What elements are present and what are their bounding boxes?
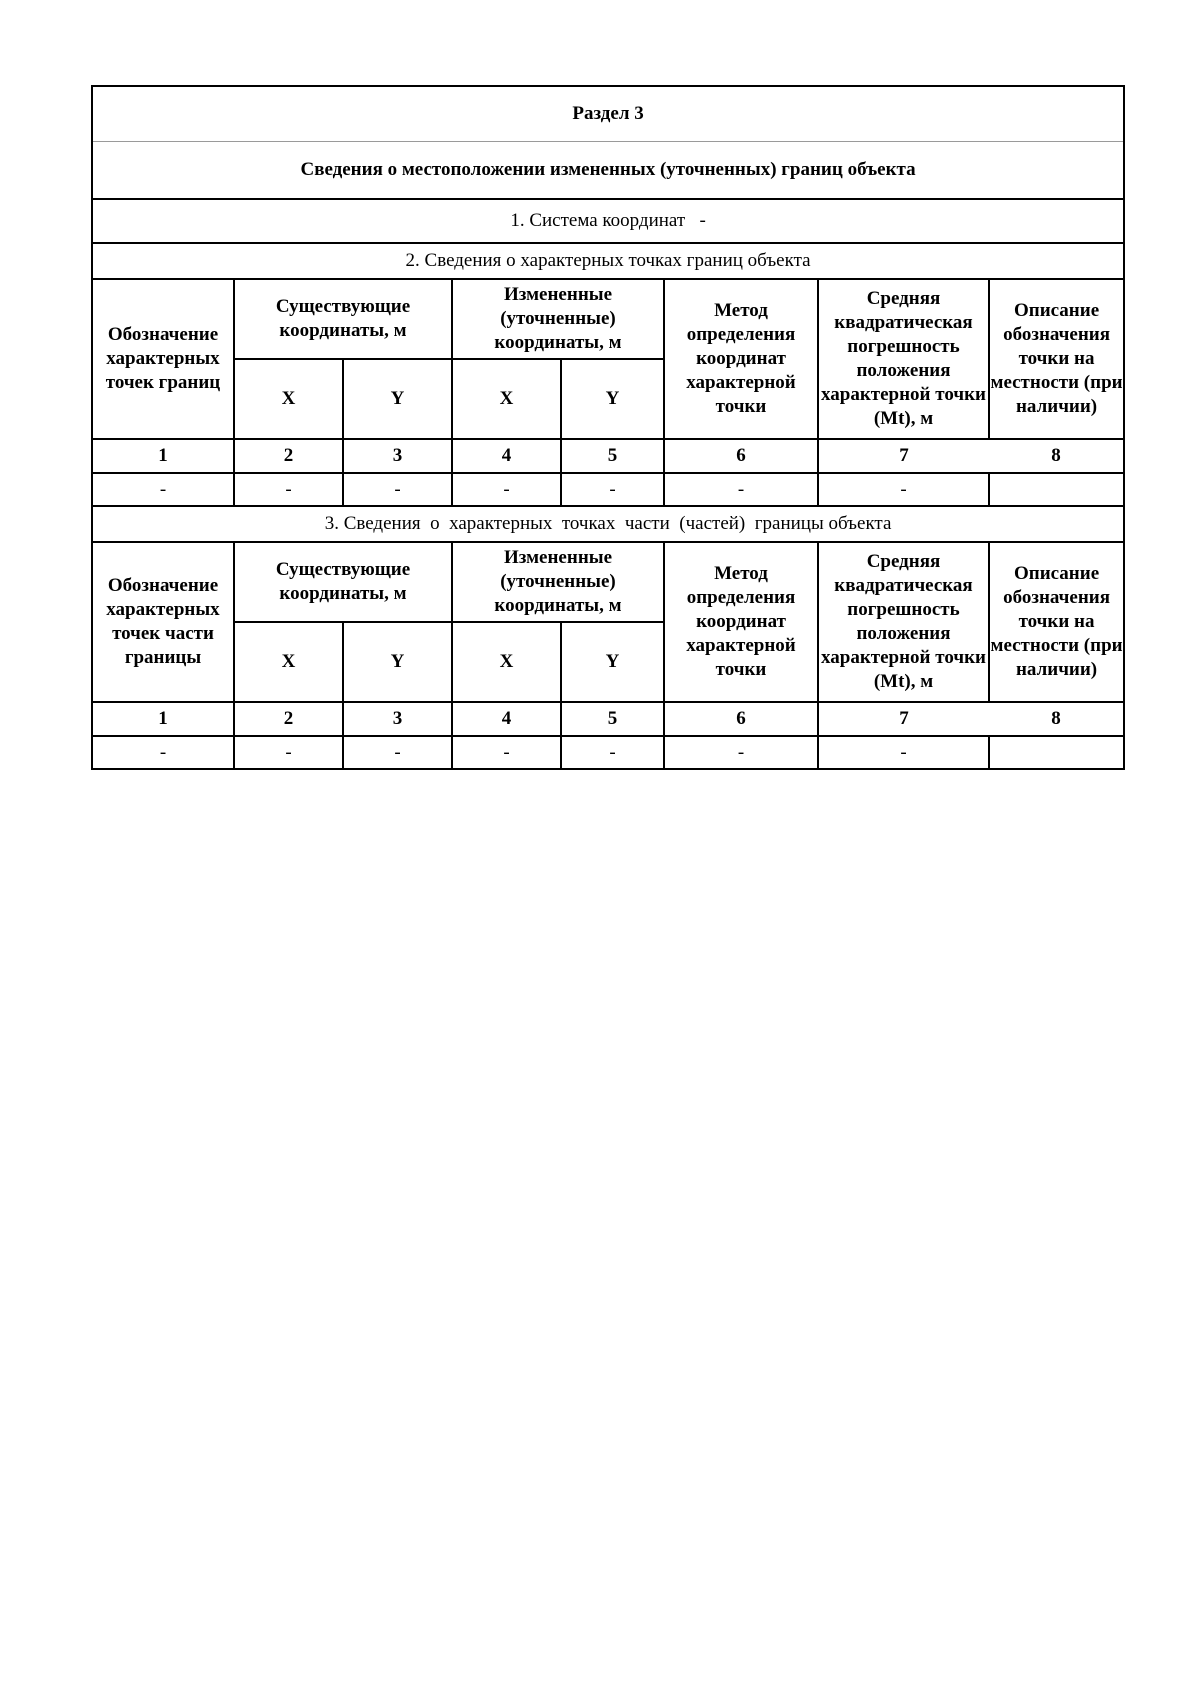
- table2-header-method: Метод определения координат характерной точки: [664, 542, 818, 702]
- table-cell: -: [818, 736, 989, 769]
- table1-colnum: 7: [818, 439, 989, 473]
- table2-colnum: 8: [989, 702, 1124, 736]
- table1-colnum: 3: [343, 439, 452, 473]
- section-subtitle: Сведения о местоположении измененных (уточненных) границ объекта: [92, 142, 1124, 200]
- section-title: Раздел 3: [92, 86, 1124, 142]
- table1-colnum: 1: [92, 439, 234, 473]
- document-sheet: [91, 85, 1123, 770]
- table2-header-x-existing: X: [234, 622, 343, 702]
- table1-header-y-changed: Y: [561, 359, 664, 439]
- table1-header-changed-coords: Измененные (уточненные) координаты, м: [452, 279, 664, 359]
- table-cell: [989, 473, 1124, 506]
- section-table: [91, 85, 1125, 770]
- table2-header-y-changed: Y: [561, 622, 664, 702]
- table2-header-point-designation: Обозначение характерных точек части границы: [92, 542, 234, 702]
- table-row: [92, 736, 1124, 769]
- table-row: [92, 473, 1124, 506]
- table1-header-error: Средняя квадратическая погрешность положения характерной точки (Mt), м: [818, 279, 989, 439]
- table1-header-y-existing: Y: [343, 359, 452, 439]
- table1-header-existing-coords: Существующие координаты, м: [234, 279, 452, 359]
- table-cell: -: [452, 473, 561, 506]
- table2-colnum: 2: [234, 702, 343, 736]
- table1-header-point-designation: Обозначение характерных точек границ: [92, 279, 234, 439]
- table1-header-x-existing: X: [234, 359, 343, 439]
- table-cell: -: [92, 473, 234, 506]
- table2-header-changed-coords: Измененные (уточненные) координаты, м: [452, 542, 664, 622]
- table1-header-method: Метод определения координат характерной точки: [664, 279, 818, 439]
- coord-system-row: [92, 199, 1124, 243]
- table2-header-error: Средняя квадратическая погрешность положения характерной точки (Mt), м: [818, 542, 989, 702]
- coord-system-value: -: [699, 210, 706, 231]
- table2-header-y-existing: Y: [343, 622, 452, 702]
- table2-colnum: 4: [452, 702, 561, 736]
- table-cell: -: [234, 473, 343, 506]
- table1-colnum: 4: [452, 439, 561, 473]
- table2-header-existing-coords: Существующие координаты, м: [234, 542, 452, 622]
- table1-colnum: 5: [561, 439, 664, 473]
- table2-caption: 3. Сведения о характерных точках части (частей) границы объекта: [92, 506, 1124, 542]
- table-cell: -: [92, 736, 234, 769]
- table-cell: -: [561, 473, 664, 506]
- table2-header-description: Описание обозначения точки на местности (при наличии): [989, 542, 1124, 702]
- table-cell: -: [452, 736, 561, 769]
- table-cell: -: [234, 736, 343, 769]
- table2-colnum: 1: [92, 702, 234, 736]
- table2-colnum: 6: [664, 702, 818, 736]
- table-cell: [989, 736, 1124, 769]
- table1-colnum: 6: [664, 439, 818, 473]
- table1-colnum: 2: [234, 439, 343, 473]
- table-cell: -: [343, 473, 452, 506]
- table-cell: -: [664, 736, 818, 769]
- table1-header-x-changed: X: [452, 359, 561, 439]
- table-cell: -: [818, 473, 989, 506]
- table1-header-description: Описание обозначения точки на местности (при наличии): [989, 279, 1124, 439]
- table2-colnum: 5: [561, 702, 664, 736]
- table1-colnum: 8: [989, 439, 1124, 473]
- table2-header-x-changed: X: [452, 622, 561, 702]
- table-cell: -: [561, 736, 664, 769]
- coord-system-label: 1. Система координат: [510, 210, 686, 231]
- table1-caption: 2. Сведения о характерных точках границ объекта: [92, 243, 1124, 279]
- table-cell: -: [664, 473, 818, 506]
- table-cell: -: [343, 736, 452, 769]
- table2-colnum: 7: [818, 702, 989, 736]
- table2-colnum: 3: [343, 702, 452, 736]
